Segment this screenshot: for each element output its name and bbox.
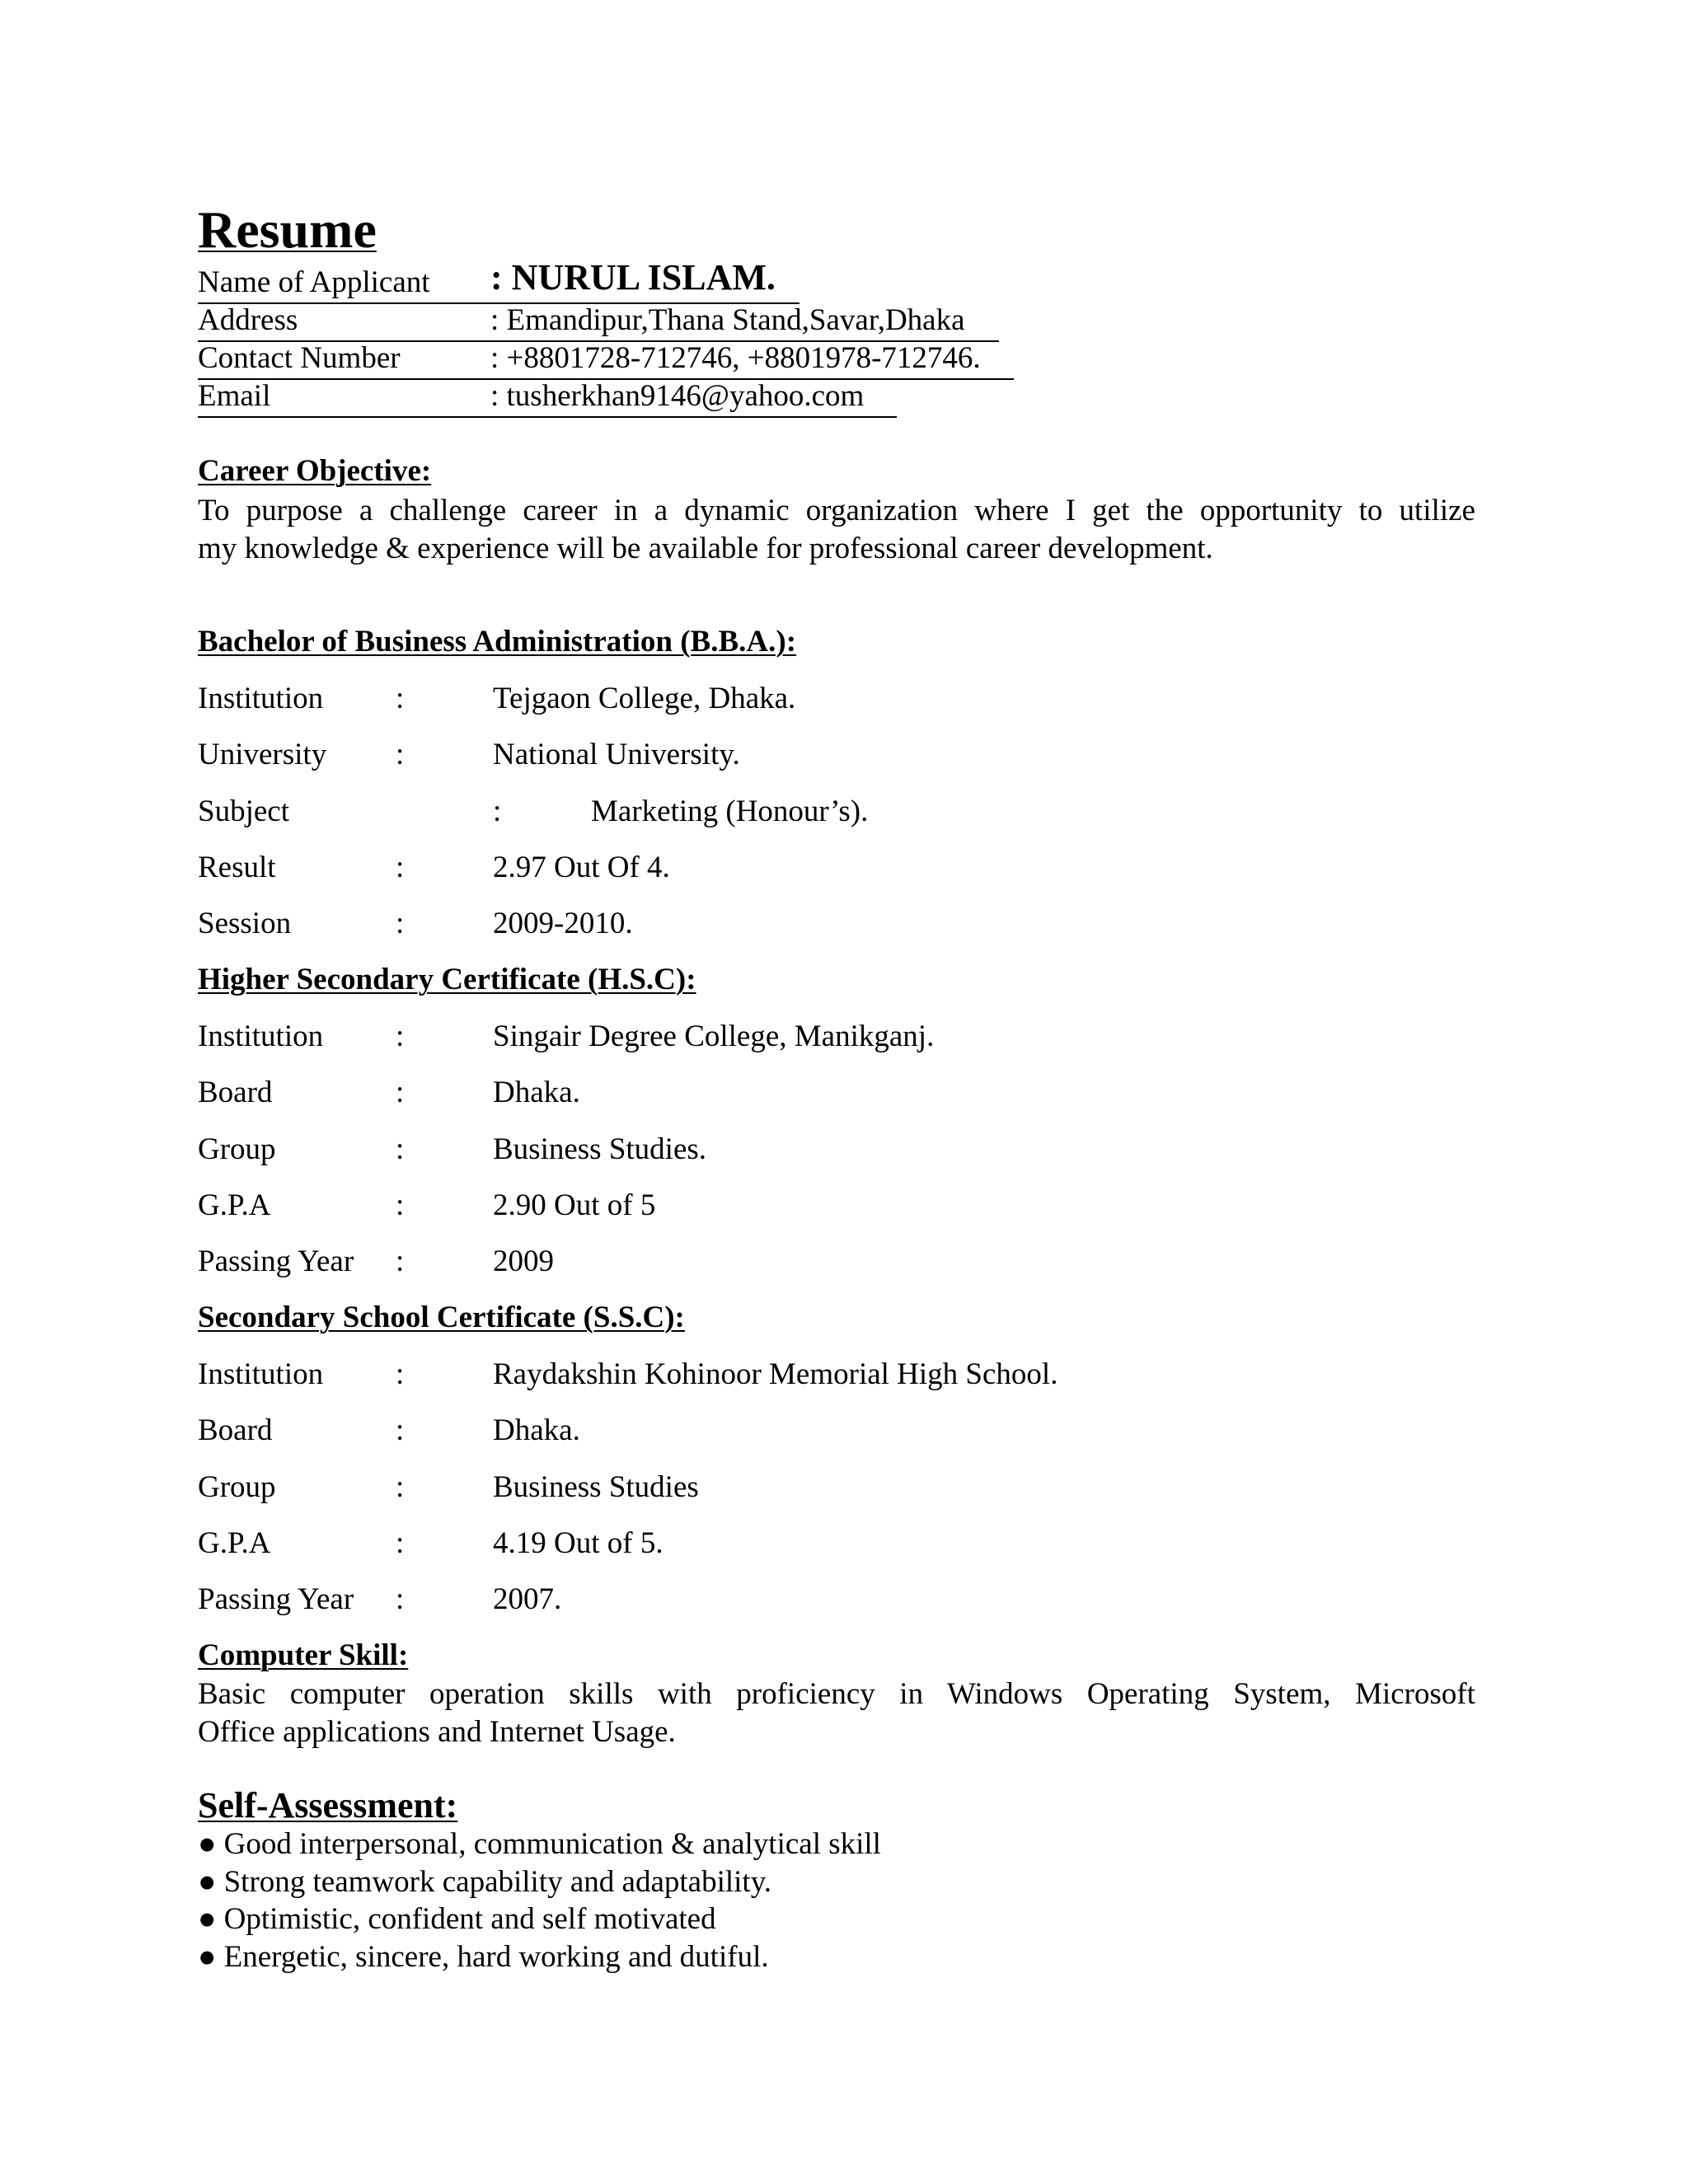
row-key: Result xyxy=(198,851,276,884)
row-key: Board xyxy=(198,1076,273,1109)
row-value: 2009 xyxy=(493,1244,554,1278)
paragraph-line: my knowledge & experience will be available for professional career development. xyxy=(198,532,1213,565)
row-colon: : xyxy=(396,1413,405,1447)
row-value: 2009-2010. xyxy=(493,907,633,940)
row-value: Dhaka. xyxy=(493,1076,580,1109)
computer-skill-heading: Computer Skill: xyxy=(198,1638,409,1672)
row-value: Tejgaon College, Dhaka. xyxy=(493,682,796,715)
paragraph-line: Office applications and Internet Usage. xyxy=(198,1715,676,1749)
bba-row xyxy=(198,906,1475,942)
info-value: : Emandipur,Thana Stand,Savar,Dhaka xyxy=(490,303,965,337)
info-row-name xyxy=(198,257,799,304)
row-value: Raydakshin Kohinoor Memorial High School. xyxy=(493,1357,1058,1391)
row-colon: : xyxy=(396,1188,405,1222)
row-colon: : xyxy=(396,851,405,884)
row-colon: : xyxy=(396,738,405,771)
ssc-row xyxy=(198,1357,1475,1393)
row-key: Institution xyxy=(198,682,324,715)
row-colon: : xyxy=(396,907,405,940)
row-key: Subject xyxy=(198,794,289,828)
row-key: Passing Year xyxy=(198,1244,354,1278)
row-colon: : xyxy=(396,1132,405,1166)
bba-row xyxy=(198,681,1475,717)
row-value: Business Studies xyxy=(493,1470,699,1504)
row-key: Institution xyxy=(198,1357,324,1391)
row-value: Dhaka. xyxy=(493,1413,580,1447)
info-row-contact xyxy=(198,340,1014,380)
ssc-row xyxy=(198,1526,1475,1562)
info-label: Email xyxy=(198,379,271,413)
row-colon: : xyxy=(396,682,405,715)
info-label: Address xyxy=(198,303,298,337)
paragraph-line: Basic computer operation skills with proficiency in Windows Operating System, Microsoft xyxy=(198,1677,1475,1711)
ssc-row xyxy=(198,1582,1475,1618)
row-value: 2.97 Out Of 4. xyxy=(493,851,670,884)
info-label: Contact Number xyxy=(198,341,401,375)
hsc-row xyxy=(198,1019,1475,1055)
row-colon: : xyxy=(396,1526,405,1560)
ssc-row xyxy=(198,1413,1475,1449)
row-key: Session xyxy=(198,907,292,940)
applicant-name: : NURUL ISLAM. xyxy=(490,257,776,298)
row-colon: : xyxy=(396,1582,405,1616)
row-colon: : xyxy=(396,1357,405,1391)
row-key: G.P.A xyxy=(198,1526,271,1560)
row-colon: : xyxy=(396,1019,405,1053)
row-value: Singair Degree College, Manikganj. xyxy=(493,1019,935,1053)
row-colon: : xyxy=(493,794,502,828)
info-row-email xyxy=(198,378,897,418)
row-key: Board xyxy=(198,1413,273,1447)
bba-heading: Bachelor of Business Administration (B.B.A.): xyxy=(198,625,797,658)
career-objective-text xyxy=(198,492,1475,568)
bba-row xyxy=(198,737,1475,773)
row-key: Passing Year xyxy=(198,1582,354,1616)
row-key: Group xyxy=(198,1132,276,1166)
bullet-item: ● Good interpersonal, communication & analytical skill xyxy=(198,1827,881,1861)
row-value: Marketing (Honour’s). xyxy=(591,794,869,828)
row-key: Group xyxy=(198,1470,276,1504)
bba-row xyxy=(198,794,1475,830)
hsc-row xyxy=(198,1075,1475,1111)
info-label: Name of Applicant xyxy=(198,265,430,299)
row-key: G.P.A xyxy=(198,1188,271,1222)
row-value: Business Studies. xyxy=(493,1132,707,1166)
info-value: : +8801728-712746, +8801978-712746. xyxy=(490,341,981,375)
document-title: Resume xyxy=(198,200,377,259)
row-value: 4.19 Out of 5. xyxy=(493,1526,663,1560)
row-key: Institution xyxy=(198,1019,324,1053)
ssc-row xyxy=(198,1469,1475,1506)
bba-row xyxy=(198,850,1475,886)
info-value: : tusherkhan9146@yahoo.com xyxy=(490,379,865,413)
ssc-heading: Secondary School Certificate (S.S.C): xyxy=(198,1301,685,1334)
hsc-row xyxy=(198,1132,1475,1168)
row-colon: : xyxy=(396,1470,405,1504)
row-value: National University. xyxy=(493,738,740,771)
row-colon: : xyxy=(396,1076,405,1109)
row-key: University xyxy=(198,738,327,771)
row-colon: : xyxy=(396,1244,405,1278)
paragraph-line: To purpose a challenge career in a dynamic organization where I get the opportunity to utilize xyxy=(198,494,1475,527)
self-assessment-heading: Self-Assessment: xyxy=(198,1785,458,1825)
hsc-row xyxy=(198,1244,1475,1280)
bullet-item: ● Energetic, sincere, hard working and dutiful. xyxy=(198,1940,769,1974)
bullet-item: ● Strong teamwork capability and adaptability. xyxy=(198,1865,772,1899)
career-objective-heading: Career Objective: xyxy=(198,454,432,488)
hsc-row xyxy=(198,1188,1475,1224)
hsc-heading: Higher Secondary Certificate (H.S.C): xyxy=(198,963,696,996)
bullet-item: ● Optimistic, confident and self motivated xyxy=(198,1902,716,1936)
row-value: 2.90 Out of 5 xyxy=(493,1188,656,1222)
computer-skill-text xyxy=(198,1675,1475,1751)
row-value: 2007. xyxy=(493,1582,562,1616)
info-row-address xyxy=(198,302,999,342)
